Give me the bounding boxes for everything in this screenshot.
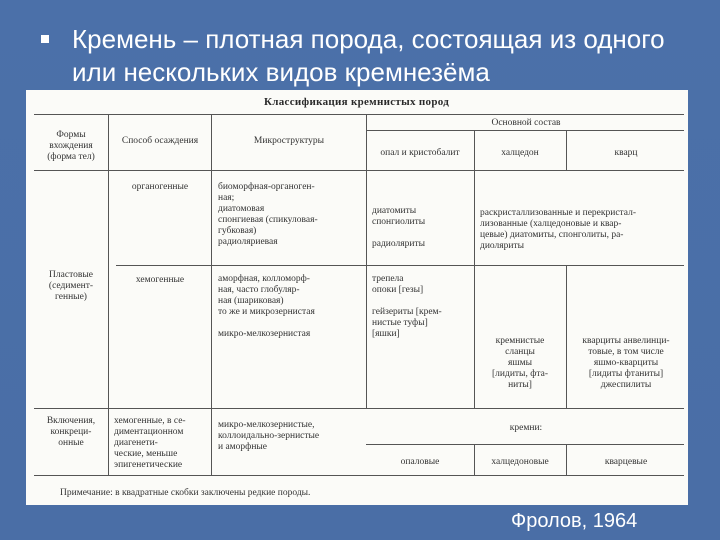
header-forms: Формы вхождения (форма тел) [47,130,95,162]
cell-flints: кремни: [509,423,543,433]
cell-organogenic: органогенные [131,182,189,192]
header-chalcedony: халцедон [501,148,539,158]
table-title: Классификация кремнистых пород [264,96,450,108]
header-method: Способ осаждения [121,136,199,146]
header-composition: Основной состав [491,118,561,128]
cell-chemogenic: хемогенные [135,275,185,285]
cell-opal-organo: диатомиты спонгиолиты радиоляриты [372,206,426,249]
slide-title: Кремень – плотная порода, состоящая из одного или нескольких видов кремнезёма [72,24,665,87]
cell-micro-organo: биоморфная-органоген- ная; диатомовая спонгиевая (спикуловая- губковая) радиоляриевая [218,182,318,247]
header-opal: опал и кристобалит [380,148,460,158]
cell-micro-chem: аморфная, колломорф- ная, часто глобуляр- ная (шариковая) то же и микрозернистая микро-мелкозернистая [218,274,315,339]
cell-opal-chem: трепела опоки [гезы] гейзериты [крем- нистые туфы] [яшки] [372,274,442,339]
cell-chem-diag: хемогенные, в се- диментационном диагенети- ческие, меньше эпигенетические [114,416,186,470]
cell-opal-incl: опаловые [400,457,440,467]
cell-chal-incl: халцедоновые [491,457,549,467]
cell-micro-incl: микро-мелкозернистые, коллоидально-зернистые и аморфные [218,420,320,452]
cell-quartz-chem: кварциты анвелинци- товые, в том числе яшмо-кварциты [лидиты фтаниты] джеспилиты [582,336,670,390]
row-inclusions-label: Включения, конкреци- онные [46,416,96,448]
header-quartz: кварц [614,148,638,158]
cell-quartz-incl: кварцевые [604,457,648,467]
cell-recrystal: раскристаллизованные и перекристал- лизованные (халцедоновые и квар- цевые) диатомиты, спонголиты, ра- диоляриты [480,208,637,251]
author-credit: Фролов, 1964 [511,510,638,532]
scanned-table-image [26,90,688,505]
header-micro: Микроструктуры [253,136,325,146]
bullet-marker [41,35,49,43]
table-note: Примечание: в квадратные скобки заключены редкие породы. [60,488,311,498]
row-layered-label: Пластовые (седимент- генные) [48,270,94,302]
cell-chal-chem: кремнистые сланцы яшмы [лидиты, фта- ниты] [492,336,548,390]
